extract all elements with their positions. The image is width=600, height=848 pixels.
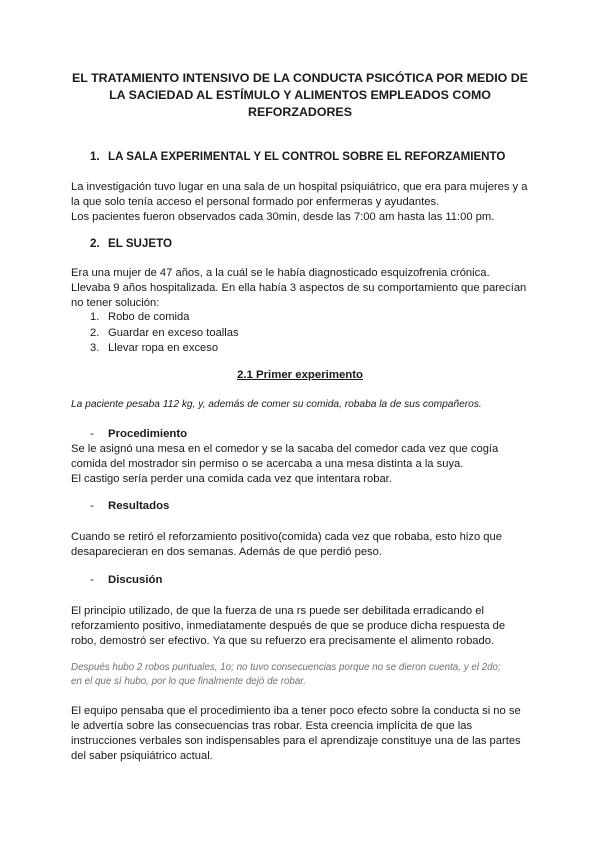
text-line: del saber psiquiátrico actual. xyxy=(71,750,213,762)
resultados-paragraph xyxy=(71,530,541,560)
experiment-intro: La paciente pesaba 112 kg, y, además de comer su comida, robaba la de sus compañeros. xyxy=(71,399,482,410)
document-title xyxy=(60,70,540,121)
section-title: LA SALA EXPERIMENTAL Y EL CONTROL SOBRE EL REFORZAMIENTO xyxy=(108,150,506,163)
text-line: le advertía sobre las consecuencias tras robar. Esta creencia implícita de que las xyxy=(71,720,473,732)
procedimiento-paragraph xyxy=(71,442,541,487)
text-line: no tener solución: xyxy=(71,297,160,309)
list-item: 1. Robo de comida xyxy=(90,311,190,323)
section-number: 2. xyxy=(90,237,100,250)
title-line: REFORZADORES xyxy=(248,105,352,119)
note-line: en el que sí hubo, por lo que finalmente dejó de robar. xyxy=(71,676,306,687)
section-2-heading xyxy=(90,236,172,251)
discusion-paragraph xyxy=(71,604,541,649)
closing-paragraph xyxy=(71,704,541,764)
bullet-dash: - xyxy=(90,428,94,440)
bullet-dash: - xyxy=(90,500,94,512)
subsection-heading: 2.1 Primer experimento xyxy=(237,369,363,381)
text-line: Cuando se retiró el reforzamiento positivo(comida) cada vez que robaba, esto hizo que xyxy=(71,531,502,543)
text-line: desaparecieran en dos semanas. Además de que perdió peso. xyxy=(71,546,382,558)
section-number: 1. xyxy=(90,150,100,163)
section-1-heading xyxy=(90,149,505,164)
text-line: robo, demostró ser efectivo. Ya que su refuerzo era precisamente el alimento robado. xyxy=(71,635,495,647)
list-item: 3. Llevar ropa en exceso xyxy=(90,342,219,354)
bullet-dash: - xyxy=(90,574,94,586)
discusion-heading: - Discusión xyxy=(90,574,163,586)
text-line: comida del mostrador sin permiso o se acercaba a una mesa distinta a la suya. xyxy=(71,458,464,470)
list-item: 2. Guardar en exceso toallas xyxy=(90,326,239,339)
text-line: Era una mujer de 47 años, a la cuál se le había diagnosticado esquizofrenia crónica. xyxy=(71,267,490,279)
discusion-note xyxy=(71,661,501,689)
title-line: LA SACIEDAD AL ESTÍMULO Y ALIMENTOS EMPLEADOS COMO xyxy=(109,88,491,102)
text-line: El castigo sería perder una comida cada vez que intentara robar. xyxy=(71,473,392,485)
text-line: la que solo tenía acceso el personal formado por enfermeras y ayudantes. xyxy=(71,196,440,208)
section-1-paragraph xyxy=(71,180,541,225)
text-line: Se le asignó una mesa en el comedor y se la sacaba del comedor cada vez que cogía xyxy=(71,443,499,455)
section-title: EL SUJETO xyxy=(108,237,173,250)
text-line: El equipo pensaba que el procedimiento iba a tener poco efecto sobre la conducta si no se xyxy=(71,705,521,717)
text-line: El principio utilizado, de que la fuerza de una rs puede ser debilitada erradicando el xyxy=(71,605,484,617)
resultados-heading: - Resultados xyxy=(90,500,170,512)
procedimiento-heading: - Procedimiento xyxy=(90,428,188,440)
text-line: reforzamiento positivo, inmediatamente después de que se produce dicha respuesta de xyxy=(71,620,506,632)
text-line: instrucciones verbales son indispensables para el aprendizaje constituye una de las partes xyxy=(71,735,521,747)
note-line: Después hubo 2 robos puntuales, 1o; no tuvo consecuencias porque no se dieron cuenta, y el 2do; xyxy=(71,662,501,673)
text-line: Los pacientes fueron observados cada 30min, desde las 7:00 am hasta las 11:00 pm. xyxy=(71,211,495,223)
section-2-paragraph xyxy=(71,266,541,311)
text-line: La investigación tuvo lugar en una sala de un hospital psiquiátrico, que era para mujeres y a xyxy=(71,181,528,193)
text-line: Llevaba 9 años hospitalizada. En ella había 3 aspectos de su comportamiento que parecían xyxy=(71,282,527,294)
title-line: EL TRATAMIENTO INTENSIVO DE LA CONDUCTA PSICÓTICA POR MEDIO DE xyxy=(72,71,528,85)
behavior-list xyxy=(90,310,239,357)
